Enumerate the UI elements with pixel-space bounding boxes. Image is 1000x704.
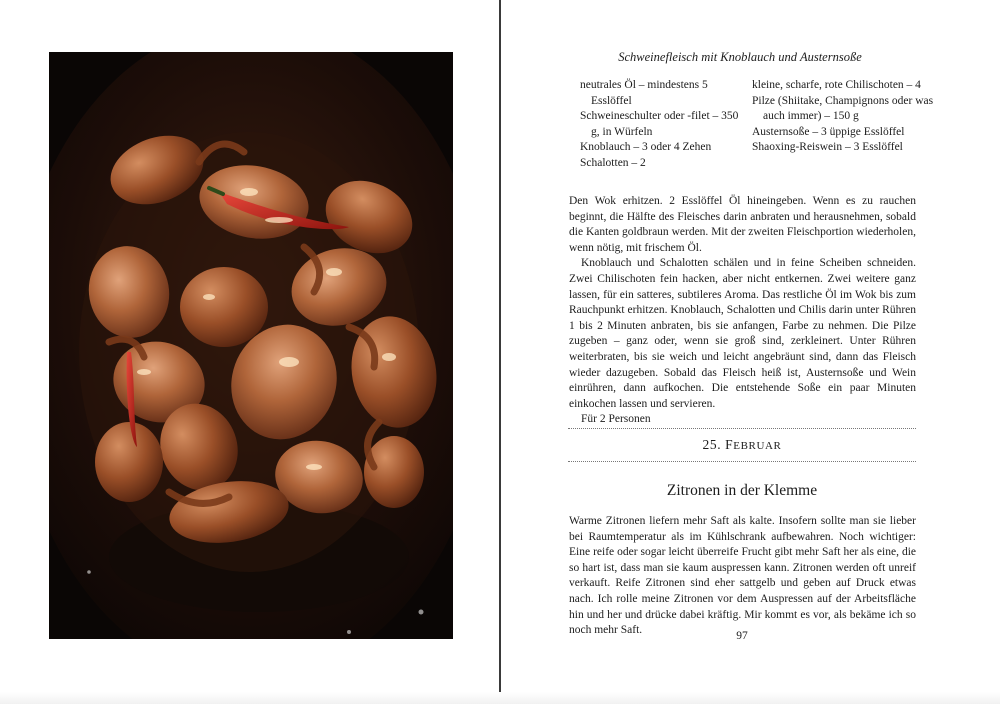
- ingredients-right-column: [752, 78, 942, 156]
- date-month-initial: F: [725, 437, 734, 452]
- recipe-method: [569, 194, 916, 428]
- ingredient-item: Pilze (Shiitake, Champignons oder was auch immer) – 150 g: [752, 94, 934, 123]
- method-paragraph: Knoblauch und Schalotten schälen und in feine Scheiben schneiden. Zwei Chilischoten fein hacken, aber nicht entkernen. Zwei weitere ganz lassen, für ein satteres, subtileres Aroma. Das restliche Öl im Wok bis zum Rauchpunkt erhitzen. Knoblauch, Schalotten und Chilis darin unter Rühren 1 bis 2 Minuten anbraten, bis sie anfangen, Farbe zu nehmen. Die Pilze zugeben – ganz oder, wenn sie groß sind, zerkleinert. Unter Rühren weiterbraten, bis sie weich und leicht angebräunt sind, dann das Fleisch wieder dazugeben. Sobald das Fleisch heiß ist, Austernsoße und Wein einrühren, dann aufkochen. Die entstehende Soße ein paar Minuten einkochen lassen und servieren.: [569, 257, 916, 410]
- ingredient-item: kleine, scharfe, rote Chilischoten – 4: [752, 79, 921, 91]
- date-heading: [568, 437, 916, 453]
- date-month-rest: EBRUAR: [733, 440, 782, 452]
- tip-body: [569, 514, 916, 639]
- ingredient-item: Austernsoße – 3 üppige Esslöffel: [752, 125, 905, 138]
- ingredient-item: Knoblauch – 3 oder 4 Zehen: [580, 141, 712, 154]
- tip-paragraph: Warme Zitronen liefern mehr Saft als kalte. Insofern sollte man sie lieber bei Raumtemperatur als im Kühlschrank aufbewahren. Noch wichtiger: Eine reife oder sogar leicht überreife Frucht gibt mehr Saft her als eine, die so hart ist, dass man sie kaum auspressen kann. Zitronen werden oft unreif verkauft. Reife Zitronen sind eher sattgelb und geben auf Druck etwas nach. Ich rolle meine Zitronen vor dem Auspressen auf der Arbeitsfläche hin und her und drücke dabei kräftig. Mir kommt es vor, als bekäme ich so noch mehr Saft.: [569, 515, 916, 637]
- ingredient-item: Schweineschulter oder -filet – 350 g, in Würfeln: [580, 110, 739, 138]
- left-page: [0, 0, 499, 704]
- ingredients-left-column: [580, 78, 745, 172]
- ingredient-item: Shaoxing-Reiswein – 3 Esslöffel: [752, 141, 903, 154]
- servings-note: Für 2 Personen: [581, 413, 651, 426]
- dotted-divider-bottom: [568, 461, 916, 462]
- recipe-title: Schweinefleisch mit Knoblauch und Austernsoße: [618, 50, 862, 64]
- ingredient-item: Schalotten – 2: [580, 156, 646, 169]
- tip-title: Zitronen in der Klemme: [666, 482, 818, 499]
- dotted-divider-top: [568, 428, 916, 429]
- date-day: 25.: [702, 437, 722, 452]
- ingredient-item: neutrales Öl – mindestens 5 Esslöffel: [580, 79, 708, 107]
- dish-photo-illustration: [49, 52, 453, 639]
- page-number: 97: [736, 630, 748, 642]
- page-bottom-shadow: [0, 692, 1000, 704]
- method-paragraph: Den Wok erhitzen. 2 Esslöffel Öl hineingeben. Wenn es zu rauchen beginnt, die Hälfte des Fleisches darin anbraten und herausnehmen, sobald die Kanten goldbraun werden. Mit der zweiten Fleischportion wiederholen, wenn nötig, mit frischem Öl.: [569, 195, 916, 254]
- dish-photo: [49, 52, 453, 639]
